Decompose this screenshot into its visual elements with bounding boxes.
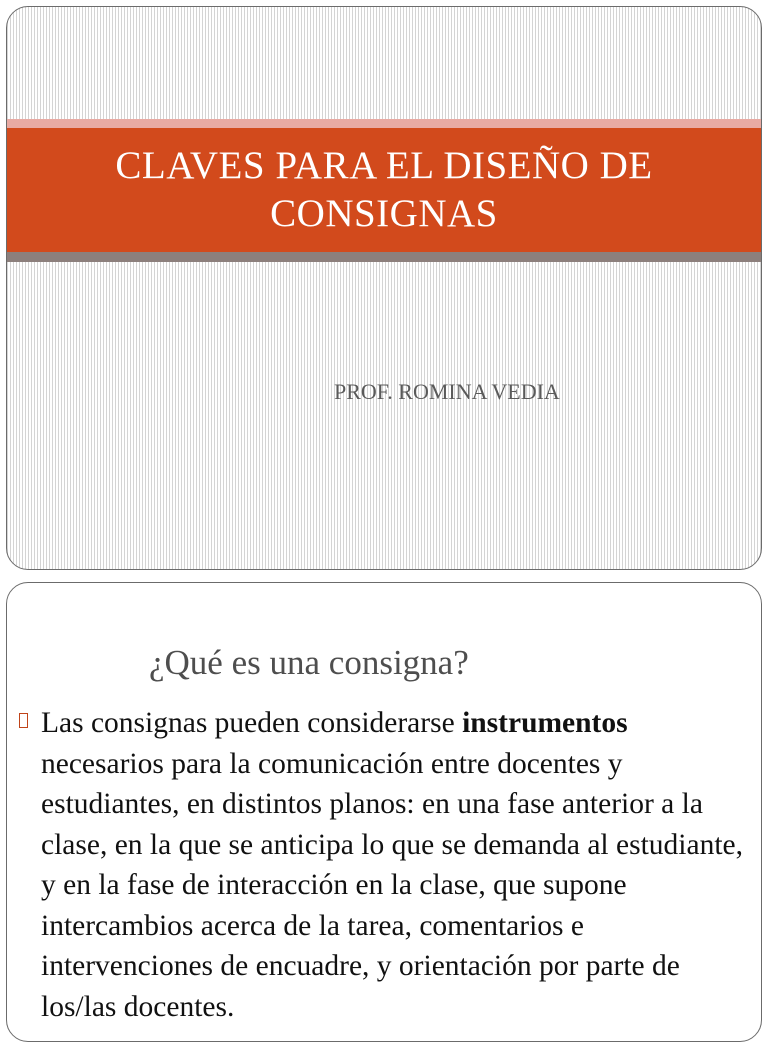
bullet-text-start: Las consignas pueden considerarse (41, 707, 463, 739)
content-slide (6, 582, 762, 1042)
title-slide (6, 6, 762, 570)
bullet-square-icon (19, 713, 28, 728)
accent-bar-bottom (7, 252, 761, 262)
bullet-text (41, 703, 743, 1027)
title-line-2: CONSIGNAS (270, 192, 498, 235)
bullet-text-end: necesarios para la comunicación entre docentes y estudiantes, en distintos planos: en una fase anterior a la clase, en la que se anticipa lo que se demanda al estudiante, y en la fase de interacción en la clase, que supone intercambios acerca de la tarea, comentarios e intervenciones de encuadre, y orientación por parte de los/las docentes. (41, 747, 743, 1023)
bullet-item (19, 703, 743, 1027)
bullet-emphasis: instrumentos (462, 707, 628, 739)
accent-bar-top (7, 119, 761, 128)
title-band (7, 128, 761, 252)
slide-subtitle: PROF. ROMINA VEDIA (334, 379, 560, 404)
slide-heading: ¿Qué es una consigna? (149, 643, 469, 682)
slide-title (75, 142, 692, 238)
title-line-1: CLAVES PARA EL DISEÑO DE (115, 144, 653, 187)
